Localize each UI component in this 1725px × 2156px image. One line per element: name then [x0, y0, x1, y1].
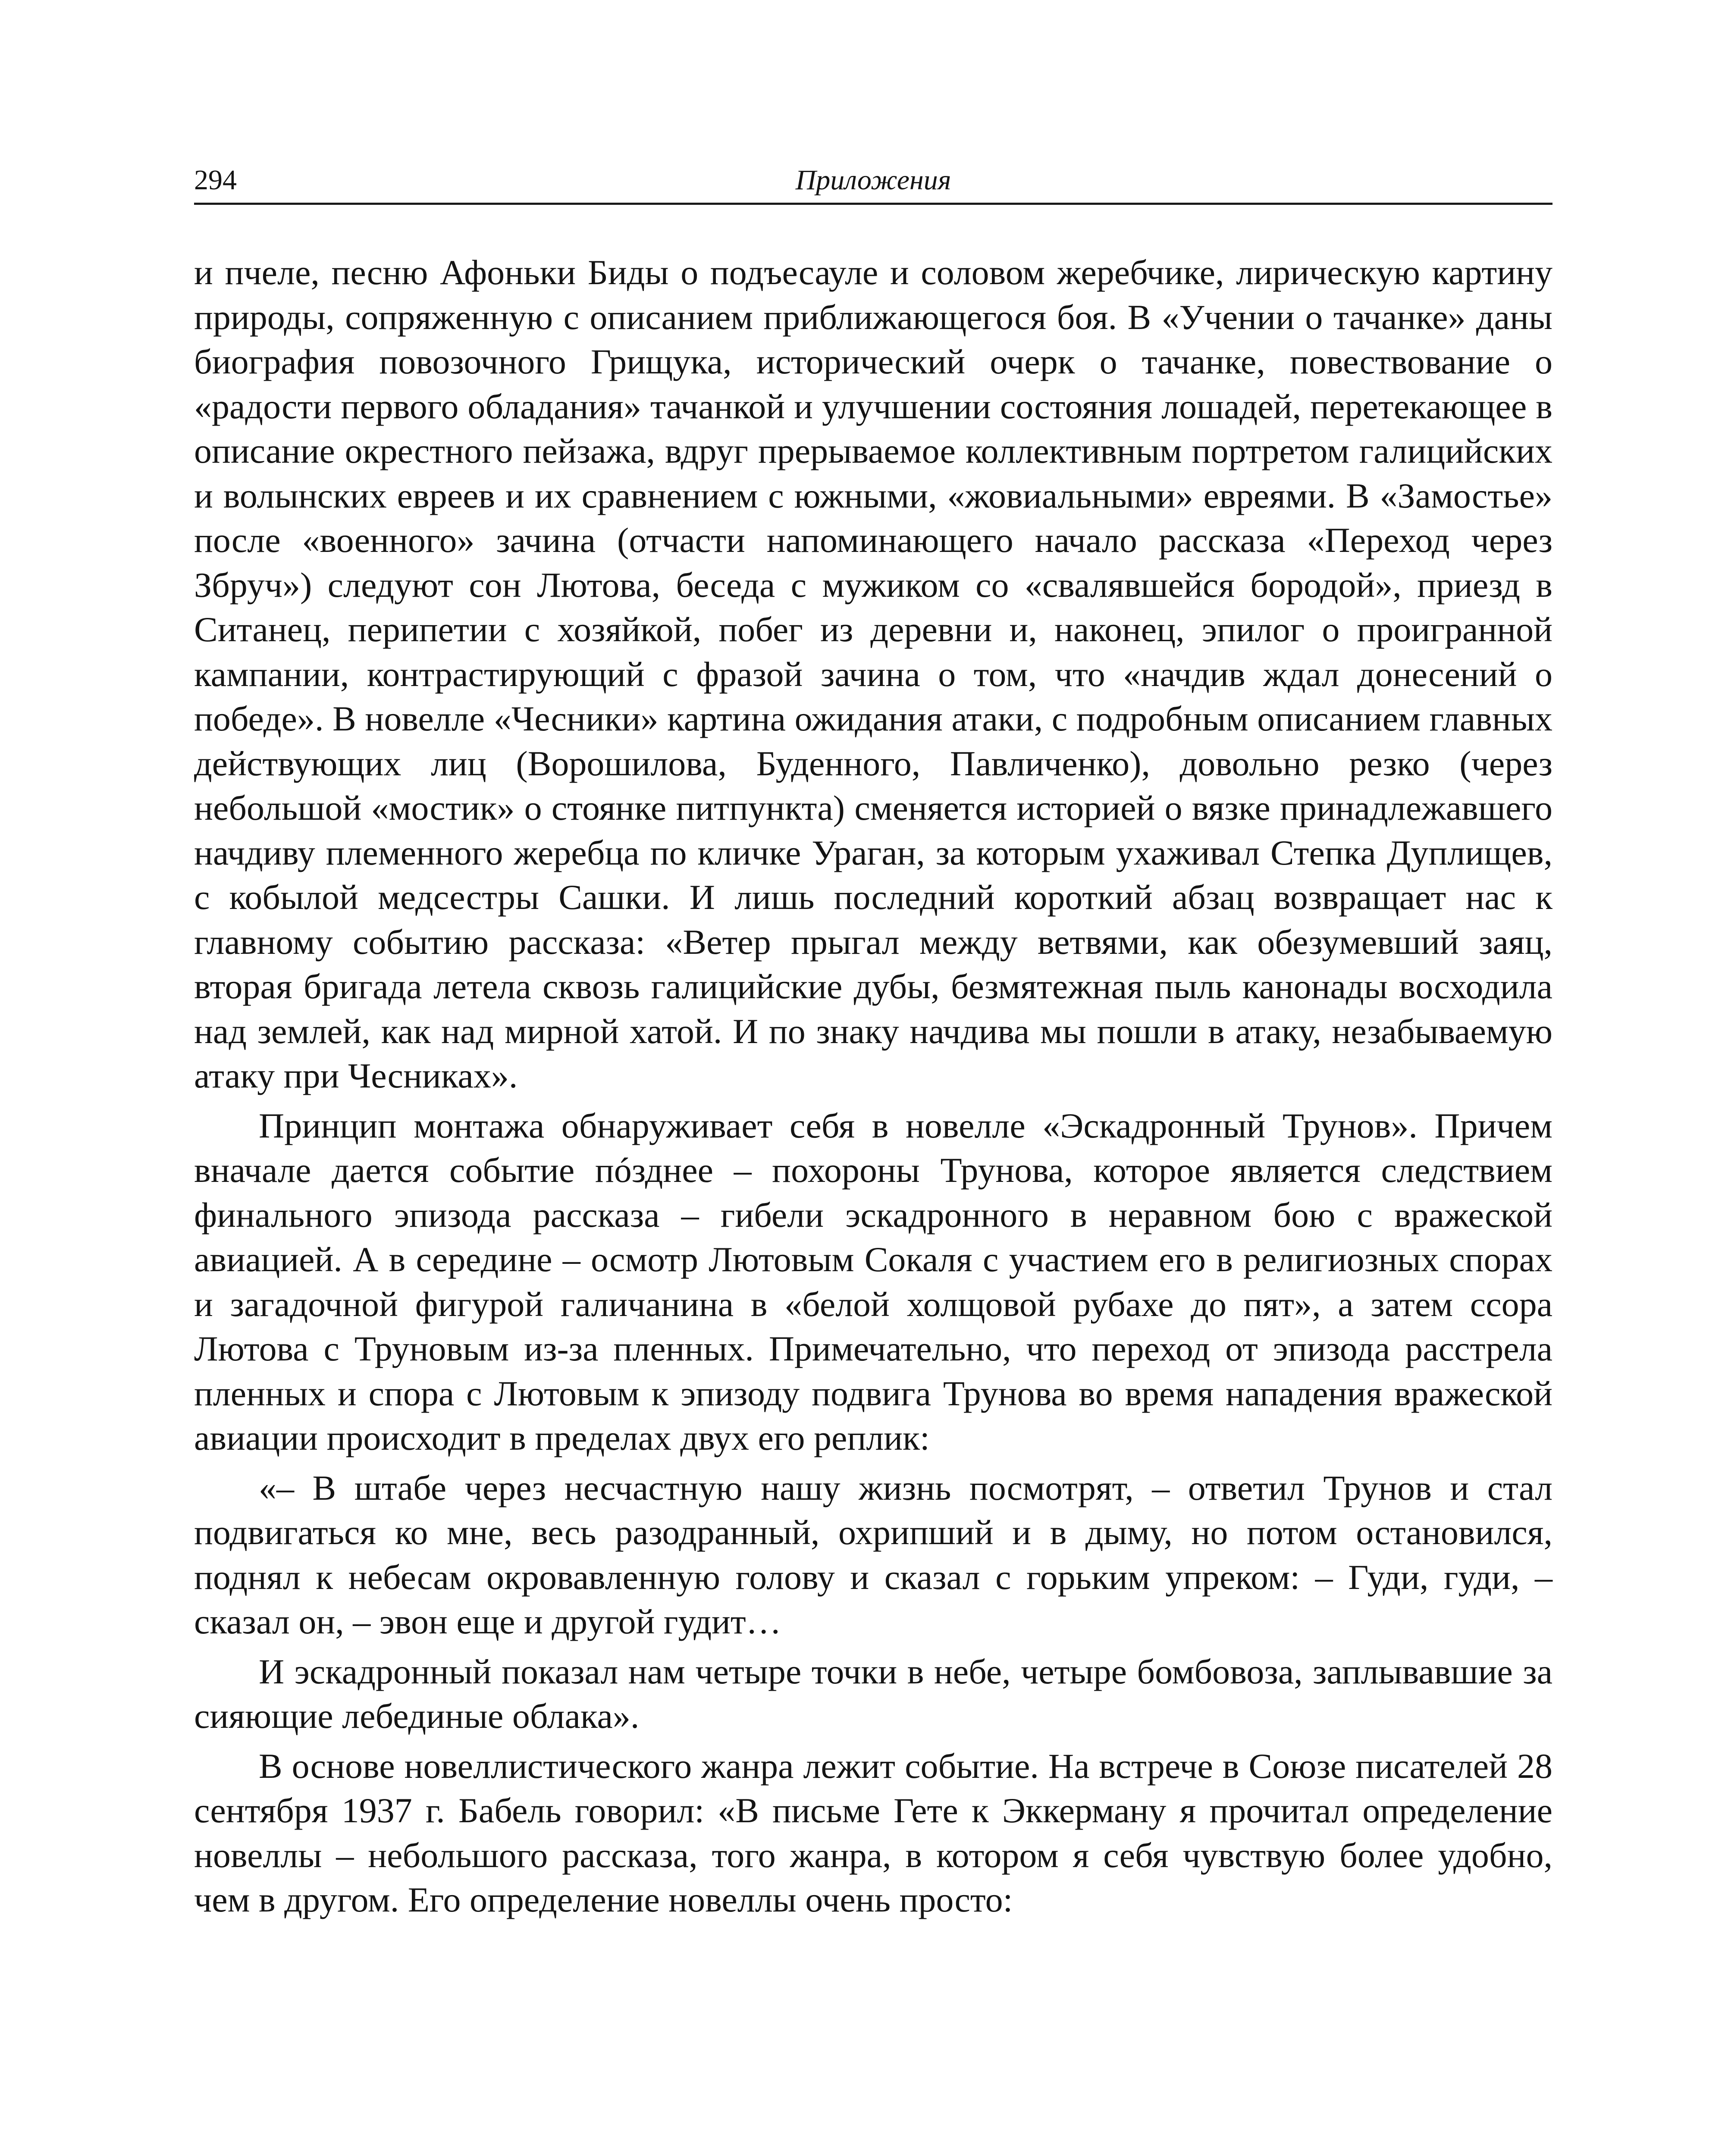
quotation-bombers: И эскадронный показал нам четыре точки в небе, четыре бомбовоза, заплывавшие за сияющие лебединые облака». [194, 1651, 1552, 1736]
body-text [194, 250, 1552, 1922]
quotation-trunov: «– В штабе через несчастную нашу жизнь посмотрят, – ответил Трунов и стал подвигаться ко мне, весь разодранный, охрипший и в дыму, но потом остановился, поднял к небесам окровавленную голову и сказал с горьким упреком: – Гуди, гуди, – сказал он, – эвон еще и другой гудит… [194, 1468, 1552, 1641]
section-title: Приложения [795, 164, 951, 196]
running-header [194, 160, 1552, 205]
book-page [194, 160, 1552, 1927]
paragraph-continued: и пчеле, песню Афоньки Биды о подъесауле и соловом жеребчике, лирическую картину природы, сопряженную с описанием приближающегося боя. В «Учении о тачанке» даны биография повозочного Грищука, исторический очерк о тачанке, повествование о «радости первого обладания» тачанкой и улучшении состояния лошадей, перетекающее в описание окрестного пейзажа, вдруг прерываемое коллективным портретом галицийских и волынских евреев и их сравнением с южными, «жовиальными» евреями. В «Замостье» после «военного» зачина (отчасти напоминающего начало рассказа «Переход через Збруч») следуют сон Лютова, беседа с мужиком со «свалявшейся бородой», приезд в Ситанец, перипетии с хозяйкой, побег из деревни и, наконец, эпилог о проигранной кампании, контрастирующий с фразой зачина о том, что «начдив ждал донесений о победе». В новелле «Чесники» картина ожидания атаки, с подробным описанием главных действующих лиц (Ворошилова, Буденного, Павличенко), довольно резко (через небольшой «мостик» о стоянке питпункта) сменяется историей о вязке принадлежавшего начдиву племенного жеребца по кличке Ураган, за которым ухаживал Степка Дуплищев, с кобылой медсестры Сашки. И лишь последний короткий абзац возвращает нас к главному событию рассказа: «Ветер прыгал между ветвями, как обезумевший заяц, вторая бригада летела сквозь галицийские дубы, безмятежная пыль канонады восходила над землей, как над мирной хатой. И по знаку начдива мы пошли в атаку, незабываемую атаку при Чесниках». [194, 253, 1552, 1095]
paragraph-novella-genre: В основе новеллистического жанра лежит событие. На встрече в Союзе писателей 28 сентября 1937 г. Бабель говорил: «В письме Гете к Эккерману я прочитал определение новеллы – небольшого рассказа, того жанра, в котором я себя чувствую более удобно, чем в другом. Его определение новеллы очень просто: [194, 1746, 1552, 1919]
paragraph-montage-principle: Принцип монтажа обнаруживает себя в новелле «Эскадронный Трунов». Причем вначале дается событие пóзднее – похороны Трунова, которое является следствием финального эпизода рассказа – гибели эскадронного в неравном бою с вражеской авиацией. А в середине – осмотр Лютовым Сокаля с участием его в религиозных спорах и загадочной фигурой галичанина в «белой холщовой рубахе до пят», а затем ссора Лютова с Труновым из-за пленных. Примечательно, что переход от эпизода расстрела пленных и спора с Лютовым к эпизоду подвига Трунова во время нападения вражеской авиации происходит в пределах двух его реплик: [194, 1106, 1552, 1457]
page-number: 294 [194, 164, 237, 196]
